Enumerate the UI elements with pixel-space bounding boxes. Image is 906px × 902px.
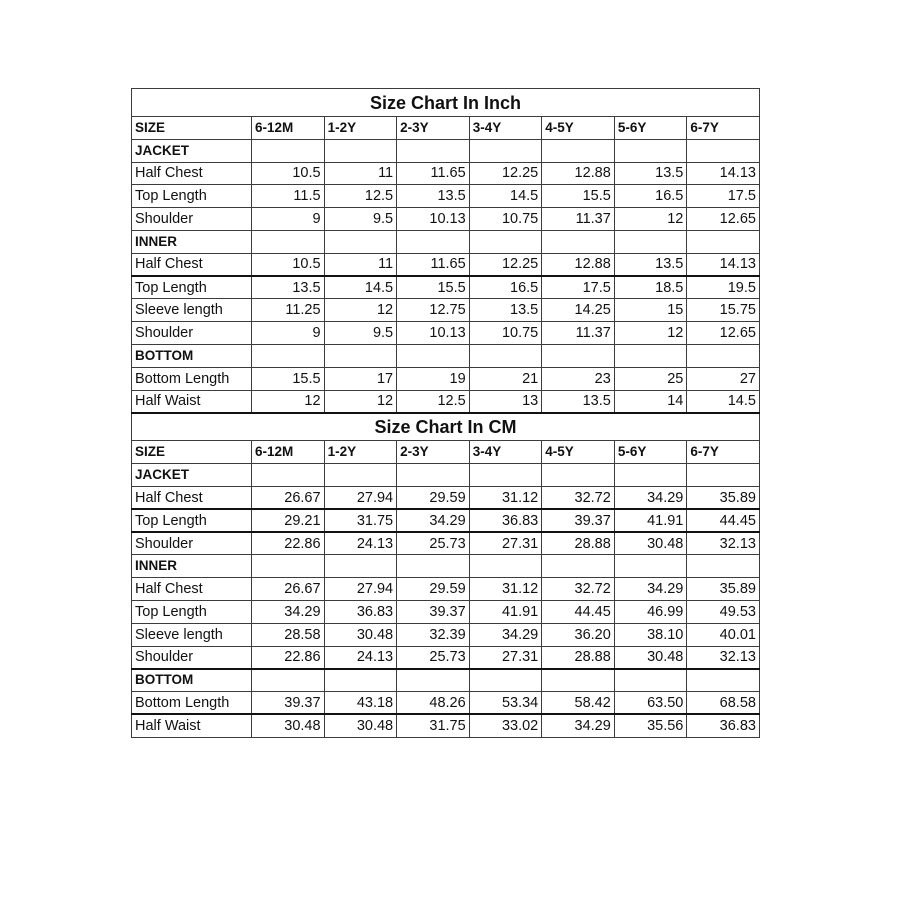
- measurement-value: 36.20: [542, 623, 615, 646]
- section-row: [132, 230, 760, 253]
- measurement-value: 28.88: [542, 646, 615, 669]
- measurement-value: 32.13: [687, 646, 760, 669]
- measurement-value: 9.5: [324, 322, 397, 345]
- measurement-value: 13.5: [469, 299, 542, 322]
- empty-cell: [542, 669, 615, 692]
- measurement-value: 12.65: [687, 322, 760, 345]
- measurement-value: 44.45: [542, 600, 615, 623]
- size-column-header: 5-6Y: [614, 441, 687, 464]
- chart-title-row: [132, 413, 760, 441]
- measurement-label: Half Chest: [132, 578, 252, 601]
- measurement-value: 24.13: [324, 532, 397, 555]
- empty-cell: [542, 139, 615, 162]
- measurement-value: 34.29: [252, 600, 325, 623]
- measurement-row: [132, 276, 760, 299]
- size-column-header: 2-3Y: [397, 441, 470, 464]
- empty-cell: [324, 344, 397, 367]
- measurement-value: 27.94: [324, 486, 397, 509]
- measurement-value: 14.25: [542, 299, 615, 322]
- measurement-label: Shoulder: [132, 646, 252, 669]
- measurement-row: [132, 208, 760, 231]
- measurement-label: Half Waist: [132, 390, 252, 413]
- measurement-row: [132, 367, 760, 390]
- section-row: [132, 464, 760, 487]
- measurement-value: 34.29: [614, 578, 687, 601]
- measurement-value: 12: [324, 299, 397, 322]
- measurement-row: [132, 185, 760, 208]
- measurement-value: 17.5: [542, 276, 615, 299]
- measurement-value: 9: [252, 208, 325, 231]
- measurement-value: 43.18: [324, 692, 397, 715]
- measurement-value: 12.65: [687, 208, 760, 231]
- measurement-label: Half Waist: [132, 714, 252, 737]
- size-column-header: 6-12M: [252, 117, 325, 140]
- measurement-row: [132, 253, 760, 276]
- section-row: [132, 139, 760, 162]
- measurement-value: 41.91: [614, 509, 687, 532]
- measurement-value: 29.21: [252, 509, 325, 532]
- measurement-value: 13.5: [614, 253, 687, 276]
- measurement-value: 14.5: [687, 390, 760, 413]
- measurement-value: 12.75: [397, 299, 470, 322]
- measurement-value: 23: [542, 367, 615, 390]
- measurement-value: 40.01: [687, 623, 760, 646]
- measurement-value: 32.72: [542, 578, 615, 601]
- empty-cell: [397, 230, 470, 253]
- empty-cell: [542, 464, 615, 487]
- measurement-row: [132, 532, 760, 555]
- empty-cell: [252, 139, 325, 162]
- empty-cell: [687, 230, 760, 253]
- empty-cell: [687, 669, 760, 692]
- measurement-value: 12.5: [324, 185, 397, 208]
- measurement-value: 34.29: [469, 623, 542, 646]
- size-header-row: [132, 117, 760, 140]
- measurement-value: 13.5: [614, 162, 687, 185]
- measurement-row: [132, 578, 760, 601]
- measurement-value: 9.5: [324, 208, 397, 231]
- measurement-value: 11.25: [252, 299, 325, 322]
- measurement-value: 30.48: [614, 646, 687, 669]
- measurement-value: 39.37: [252, 692, 325, 715]
- size-column-header: 3-4Y: [469, 117, 542, 140]
- measurement-label: Half Chest: [132, 253, 252, 276]
- empty-cell: [687, 344, 760, 367]
- measurement-value: 14.5: [469, 185, 542, 208]
- measurement-value: 12: [614, 208, 687, 231]
- empty-cell: [397, 464, 470, 487]
- measurement-value: 27.94: [324, 578, 397, 601]
- measurement-row: [132, 390, 760, 413]
- empty-cell: [687, 555, 760, 578]
- measurement-value: 33.02: [469, 714, 542, 737]
- measurement-row: [132, 322, 760, 345]
- measurement-value: 32.13: [687, 532, 760, 555]
- measurement-value: 39.37: [542, 509, 615, 532]
- measurement-value: 13: [469, 390, 542, 413]
- measurement-value: 11.5: [252, 185, 325, 208]
- empty-cell: [324, 230, 397, 253]
- section-label: INNER: [132, 230, 252, 253]
- measurement-value: 17.5: [687, 185, 760, 208]
- empty-cell: [469, 230, 542, 253]
- measurement-value: 39.37: [397, 600, 470, 623]
- measurement-value: 63.50: [614, 692, 687, 715]
- section-row: [132, 669, 760, 692]
- size-column-header: 4-5Y: [542, 117, 615, 140]
- measurement-value: 10.75: [469, 322, 542, 345]
- measurement-value: 28.88: [542, 532, 615, 555]
- measurement-value: 11.37: [542, 208, 615, 231]
- measurement-value: 30.48: [324, 623, 397, 646]
- measurement-value: 32.39: [397, 623, 470, 646]
- measurement-value: 35.56: [614, 714, 687, 737]
- empty-cell: [252, 344, 325, 367]
- measurement-value: 31.12: [469, 486, 542, 509]
- size-column-header: 4-5Y: [542, 441, 615, 464]
- empty-cell: [614, 464, 687, 487]
- empty-cell: [324, 555, 397, 578]
- measurement-value: 12: [614, 322, 687, 345]
- section-label: JACKET: [132, 464, 252, 487]
- measurement-value: 12.25: [469, 253, 542, 276]
- size-chart-sheet: [131, 88, 759, 738]
- measurement-value: 12.5: [397, 390, 470, 413]
- size-column-header: 6-12M: [252, 441, 325, 464]
- measurement-value: 34.29: [542, 714, 615, 737]
- measurement-value: 34.29: [614, 486, 687, 509]
- measurement-value: 36.83: [687, 714, 760, 737]
- measurement-value: 16.5: [469, 276, 542, 299]
- measurement-value: 29.59: [397, 486, 470, 509]
- measurement-value: 46.99: [614, 600, 687, 623]
- measurement-label: Half Chest: [132, 486, 252, 509]
- measurement-value: 21: [469, 367, 542, 390]
- empty-cell: [542, 230, 615, 253]
- measurement-value: 14.13: [687, 162, 760, 185]
- measurement-value: 36.83: [469, 509, 542, 532]
- measurement-value: 14.5: [324, 276, 397, 299]
- size-header-row: [132, 441, 760, 464]
- empty-cell: [324, 464, 397, 487]
- measurement-value: 24.13: [324, 646, 397, 669]
- empty-cell: [614, 230, 687, 253]
- section-label: BOTTOM: [132, 669, 252, 692]
- measurement-label: Bottom Length: [132, 692, 252, 715]
- empty-cell: [542, 344, 615, 367]
- measurement-value: 10.75: [469, 208, 542, 231]
- measurement-value: 31.12: [469, 578, 542, 601]
- measurement-value: 11.65: [397, 253, 470, 276]
- measurement-value: 31.75: [397, 714, 470, 737]
- empty-cell: [687, 464, 760, 487]
- measurement-value: 29.59: [397, 578, 470, 601]
- size-chart-body: [132, 89, 760, 738]
- size-header-label: SIZE: [132, 117, 252, 140]
- measurement-value: 35.89: [687, 486, 760, 509]
- measurement-value: 32.72: [542, 486, 615, 509]
- measurement-value: 22.86: [252, 532, 325, 555]
- measurement-value: 12.88: [542, 253, 615, 276]
- measurement-value: 15.5: [397, 276, 470, 299]
- measurement-value: 25.73: [397, 532, 470, 555]
- size-column-header: 5-6Y: [614, 117, 687, 140]
- measurement-row: [132, 600, 760, 623]
- measurement-value: 12.88: [542, 162, 615, 185]
- measurement-value: 11: [324, 253, 397, 276]
- measurement-value: 53.34: [469, 692, 542, 715]
- empty-cell: [252, 230, 325, 253]
- measurement-value: 13.5: [397, 185, 470, 208]
- empty-cell: [324, 139, 397, 162]
- size-column-header: 1-2Y: [324, 117, 397, 140]
- measurement-value: 15.5: [542, 185, 615, 208]
- measurement-value: 27.31: [469, 646, 542, 669]
- measurement-row: [132, 692, 760, 715]
- empty-cell: [614, 344, 687, 367]
- measurement-row: [132, 623, 760, 646]
- measurement-value: 58.42: [542, 692, 615, 715]
- size-column-header: 2-3Y: [397, 117, 470, 140]
- measurement-row: [132, 646, 760, 669]
- measurement-value: 16.5: [614, 185, 687, 208]
- chart-title: Size Chart In CM: [132, 413, 760, 441]
- measurement-value: 27.31: [469, 532, 542, 555]
- empty-cell: [397, 139, 470, 162]
- empty-cell: [469, 555, 542, 578]
- measurement-value: 31.75: [324, 509, 397, 532]
- measurement-value: 10.5: [252, 253, 325, 276]
- measurement-value: 12.25: [469, 162, 542, 185]
- size-header-label: SIZE: [132, 441, 252, 464]
- size-column-header: 3-4Y: [469, 441, 542, 464]
- measurement-value: 18.5: [614, 276, 687, 299]
- measurement-value: 30.48: [324, 714, 397, 737]
- size-column-header: 6-7Y: [687, 441, 760, 464]
- size-column-header: 1-2Y: [324, 441, 397, 464]
- measurement-value: 14: [614, 390, 687, 413]
- measurement-value: 13.5: [542, 390, 615, 413]
- measurement-label: Top Length: [132, 185, 252, 208]
- size-chart-table: [131, 88, 760, 738]
- measurement-value: 15.5: [252, 367, 325, 390]
- measurement-label: Sleeve length: [132, 299, 252, 322]
- measurement-value: 30.48: [614, 532, 687, 555]
- measurement-label: Shoulder: [132, 322, 252, 345]
- measurement-value: 27: [687, 367, 760, 390]
- measurement-row: [132, 162, 760, 185]
- measurement-value: 9: [252, 322, 325, 345]
- empty-cell: [252, 464, 325, 487]
- empty-cell: [252, 669, 325, 692]
- measurement-label: Half Chest: [132, 162, 252, 185]
- section-label: JACKET: [132, 139, 252, 162]
- section-label: INNER: [132, 555, 252, 578]
- empty-cell: [469, 669, 542, 692]
- measurement-value: 17: [324, 367, 397, 390]
- empty-cell: [614, 555, 687, 578]
- empty-cell: [614, 669, 687, 692]
- measurement-value: 28.58: [252, 623, 325, 646]
- empty-cell: [687, 139, 760, 162]
- measurement-value: 10.13: [397, 208, 470, 231]
- measurement-value: 22.86: [252, 646, 325, 669]
- section-label: BOTTOM: [132, 344, 252, 367]
- measurement-value: 44.45: [687, 509, 760, 532]
- measurement-value: 19: [397, 367, 470, 390]
- measurement-value: 26.67: [252, 578, 325, 601]
- measurement-row: [132, 714, 760, 737]
- measurement-value: 49.53: [687, 600, 760, 623]
- measurement-value: 19.5: [687, 276, 760, 299]
- measurement-value: 25.73: [397, 646, 470, 669]
- measurement-value: 11: [324, 162, 397, 185]
- measurement-label: Top Length: [132, 600, 252, 623]
- measurement-value: 13.5: [252, 276, 325, 299]
- measurement-value: 36.83: [324, 600, 397, 623]
- measurement-value: 41.91: [469, 600, 542, 623]
- measurement-value: 14.13: [687, 253, 760, 276]
- measurement-label: Bottom Length: [132, 367, 252, 390]
- empty-cell: [397, 555, 470, 578]
- measurement-label: Top Length: [132, 276, 252, 299]
- measurement-value: 25: [614, 367, 687, 390]
- empty-cell: [542, 555, 615, 578]
- measurement-value: 30.48: [252, 714, 325, 737]
- measurement-value: 12: [252, 390, 325, 413]
- empty-cell: [614, 139, 687, 162]
- empty-cell: [469, 344, 542, 367]
- measurement-row: [132, 299, 760, 322]
- measurement-value: 26.67: [252, 486, 325, 509]
- empty-cell: [324, 669, 397, 692]
- measurement-value: 35.89: [687, 578, 760, 601]
- measurement-row: [132, 509, 760, 532]
- chart-title: Size Chart In Inch: [132, 89, 760, 117]
- measurement-value: 15.75: [687, 299, 760, 322]
- measurement-value: 48.26: [397, 692, 470, 715]
- empty-cell: [469, 464, 542, 487]
- measurement-value: 68.58: [687, 692, 760, 715]
- section-row: [132, 344, 760, 367]
- measurement-value: 15: [614, 299, 687, 322]
- measurement-value: 10.13: [397, 322, 470, 345]
- measurement-row: [132, 486, 760, 509]
- chart-title-row: [132, 89, 760, 117]
- measurement-label: Top Length: [132, 509, 252, 532]
- measurement-label: Sleeve length: [132, 623, 252, 646]
- measurement-value: 34.29: [397, 509, 470, 532]
- measurement-label: Shoulder: [132, 532, 252, 555]
- empty-cell: [252, 555, 325, 578]
- section-row: [132, 555, 760, 578]
- measurement-value: 10.5: [252, 162, 325, 185]
- empty-cell: [397, 344, 470, 367]
- measurement-label: Shoulder: [132, 208, 252, 231]
- measurement-value: 12: [324, 390, 397, 413]
- measurement-value: 11.65: [397, 162, 470, 185]
- empty-cell: [397, 669, 470, 692]
- size-column-header: 6-7Y: [687, 117, 760, 140]
- measurement-value: 38.10: [614, 623, 687, 646]
- empty-cell: [469, 139, 542, 162]
- measurement-value: 11.37: [542, 322, 615, 345]
